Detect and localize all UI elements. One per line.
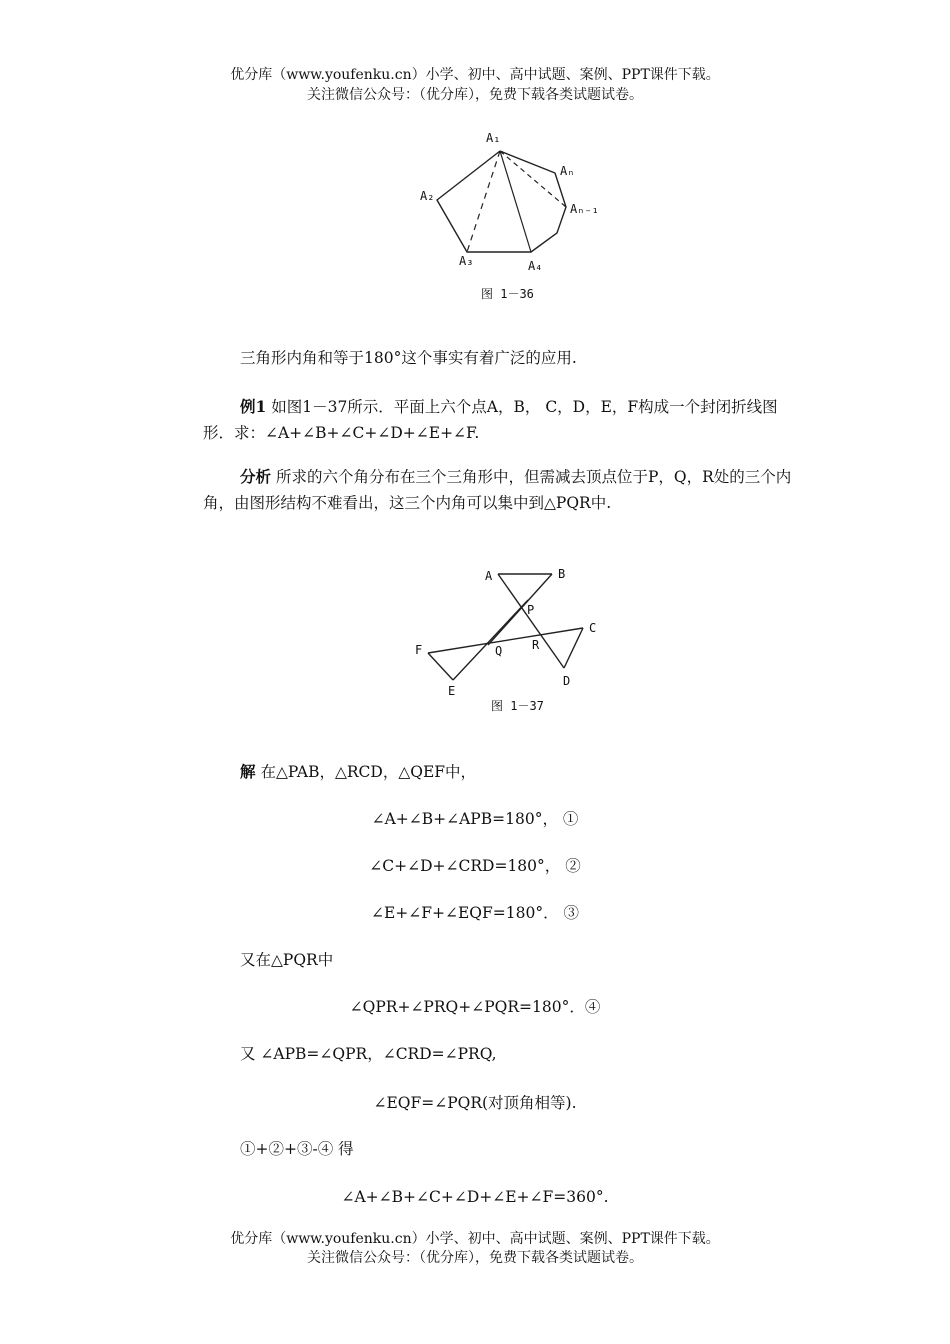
label-b: B (558, 567, 566, 581)
label-f: F (415, 643, 423, 657)
equation-4: ∠QPR+∠PRQ+∠PQR=180°．④ (349, 998, 601, 1016)
label-e: E (448, 684, 456, 698)
analysis-text: 所求的六个角分布在三个三角形中，但需减去顶点位于P，Q，R处的三个内角，由图形结构不难看出，这三个内角可以集中到△PQR中. (203, 468, 792, 512)
equation-3: ∠E+∠F+∠EQF=180°． ③ (370, 904, 580, 922)
example-text: 如图1－37所示．平面上六个点A，B， C，D，E，F构成一个封闭折线图形．求：∠A+∠B+∠C+∠D+∠E+∠F. (203, 398, 778, 442)
equation-6: ∠A+∠B+∠C+∠D+∠E+∠F=360°. (341, 1188, 609, 1206)
label-a1: A₁ (486, 131, 501, 145)
analysis-label: 分析 (240, 467, 272, 486)
solution-line-2: 又在△PQR中 (240, 951, 334, 969)
label-an-1: Aₙ₋₁ (570, 202, 599, 216)
label-c: C (589, 621, 597, 635)
label-a3: A₃ (459, 254, 474, 268)
label-an: Aₙ (560, 164, 575, 178)
figure-lines (428, 574, 583, 680)
label-d: D (563, 674, 571, 688)
footer-line-1: 优分库（www.youfenku.cn）小学、初中、高中试题、案例、PPT课件下载。 (230, 1231, 720, 1247)
header-line-1: 优分库（www.youfenku.cn）小学、初中、高中试题、案例、PPT课件下载。 (230, 67, 720, 83)
solution-line-3: 又 ∠APB=∠QPR，∠CRD=∠PRQ, (240, 1045, 497, 1063)
equation-2: ∠C+∠D+∠CRD=180°， ② (369, 857, 581, 875)
label-r: R (532, 638, 540, 652)
footer-line-2: 关注微信公众号：（优分库），免费下载各类试题试卷。 (307, 1250, 643, 1266)
equation-1: ∠A+∠B+∠APB=180°， ① (371, 810, 579, 828)
solution-label: 解 (240, 762, 256, 781)
label-a2: A₂ (420, 189, 435, 203)
solution-line-4: ①+②+③-④ 得 (240, 1140, 354, 1158)
figure-caption: 图 1－36 (481, 287, 534, 301)
label-a: A (485, 569, 493, 583)
label-q: Q (495, 644, 503, 658)
solution-intro (240, 762, 476, 782)
figure-caption-2: 图 1－37 (491, 699, 544, 713)
intro-paragraph: 三角形内角和等于180°这个事实有着广泛的应用. (240, 349, 577, 367)
equation-5: ∠EQF=∠PQR(对顶角相等). (373, 1094, 577, 1112)
label-p: P (527, 603, 535, 617)
label-a4: A₄ (528, 259, 543, 273)
header-line-2: 关注微信公众号：（优分库），免费下载各类试题试卷。 (307, 87, 643, 103)
example-label: 例1 (240, 397, 267, 416)
solution-intro-text: 在△PAB，△RCD，△QEF中， (255, 763, 477, 781)
